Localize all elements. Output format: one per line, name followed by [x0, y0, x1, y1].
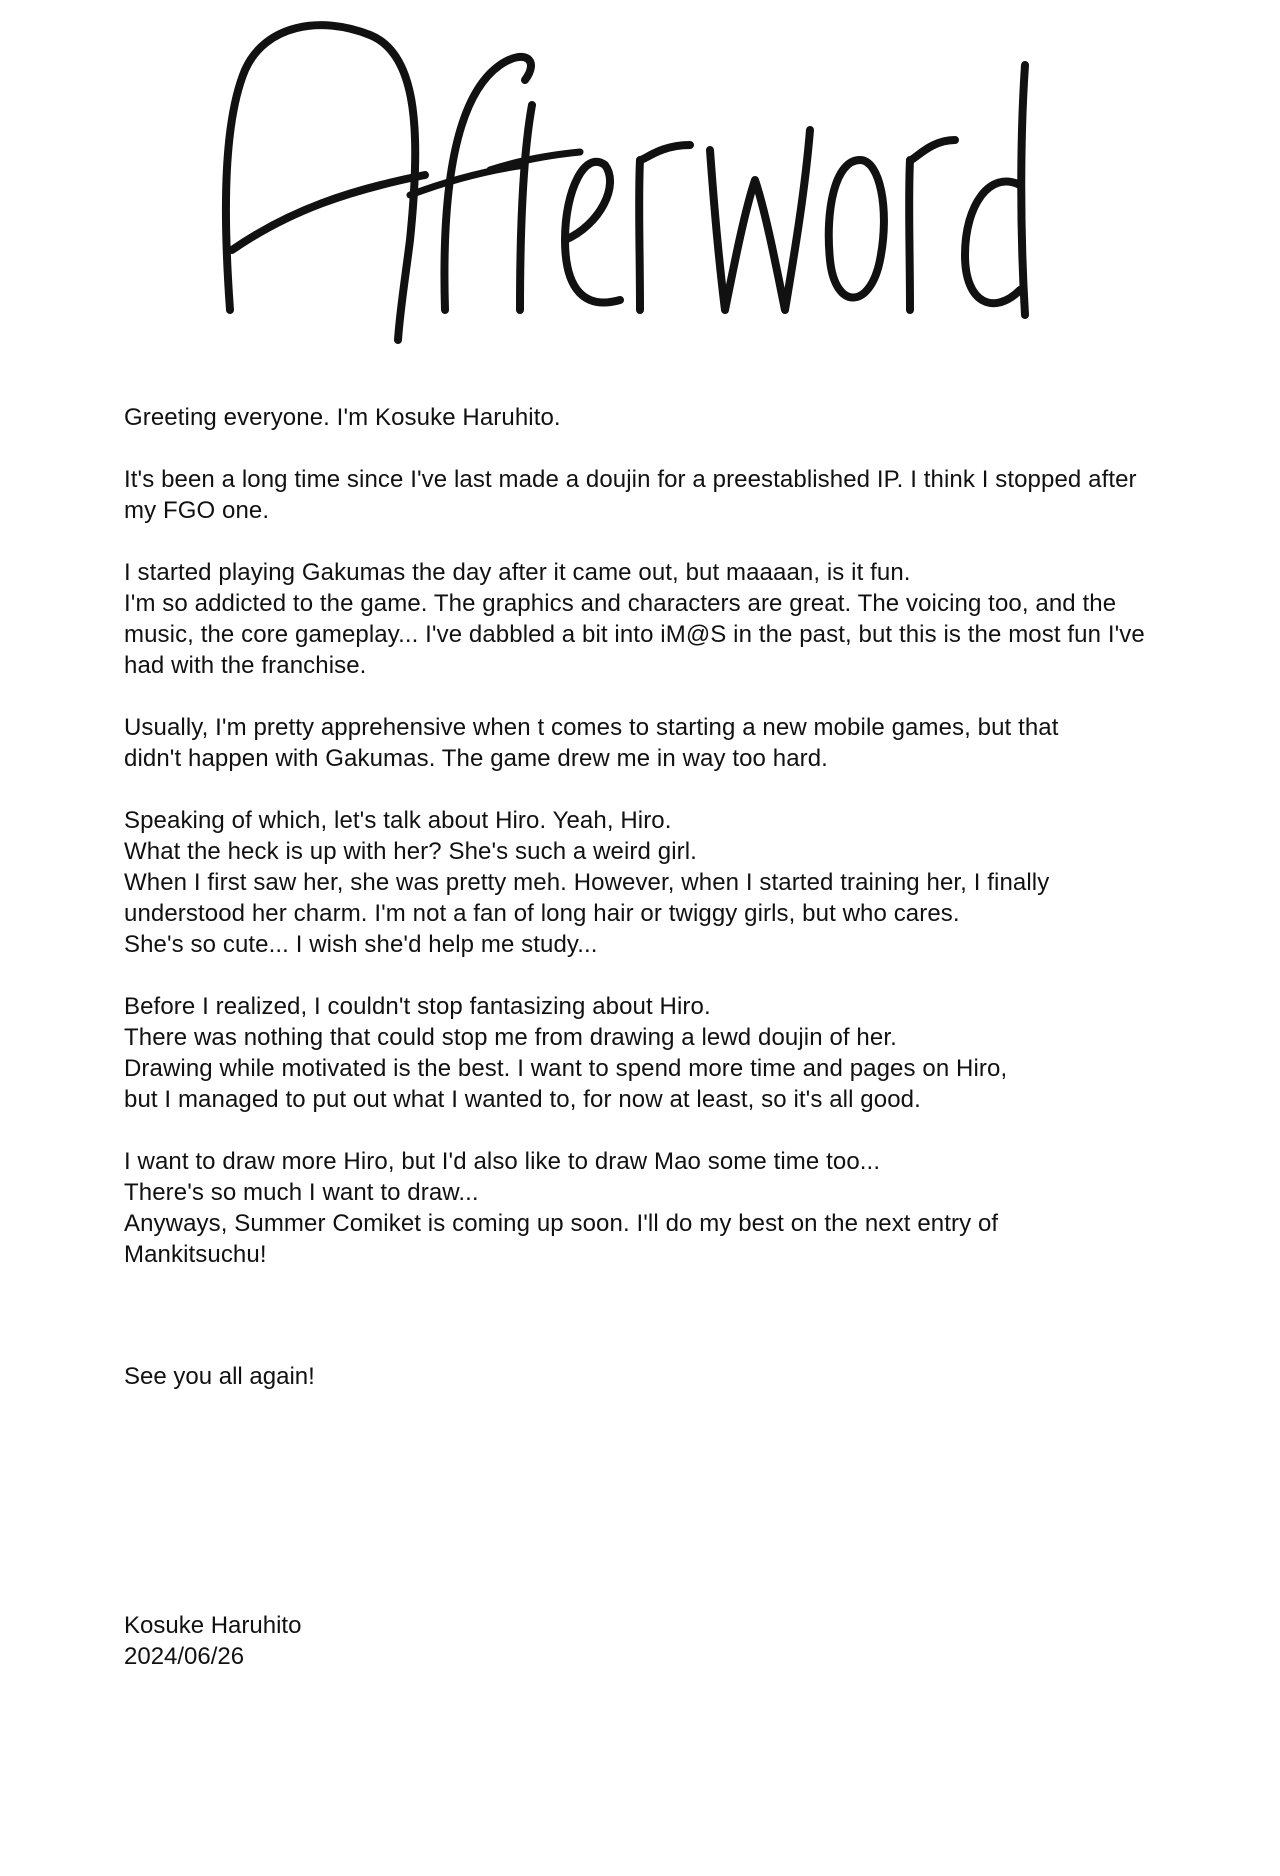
title-stroke-d-stem: [1021, 65, 1025, 315]
paragraph-line: understood her charm. I'm not a fan of long hair or twiggy girls, but who cares.: [124, 900, 960, 927]
paragraph-line: but I managed to put out what I wanted to, for now at least, so it's all good.: [124, 1086, 921, 1113]
paragraph-line: my FGO one.: [124, 497, 270, 524]
paragraph-line: I started playing Gakumas the day after it came out, but maaaan, is it fun.: [124, 559, 911, 586]
paragraph-line: Speaking of which, let's talk about Hiro. Yeah, Hiro.: [124, 807, 672, 834]
title-lettering: [220, 10, 1060, 360]
paragraph-doujin-history: [124, 464, 1254, 526]
paragraph-line: What the heck is up with her? She's such a weird girl.: [124, 838, 697, 865]
paragraph-line: I'm so addicted to the game. The graphics and characters are great. The voicing too, and the: [124, 590, 1117, 617]
afterword-body: [124, 402, 1254, 1301]
title-stroke-a-bar: [232, 175, 425, 250]
closing-line: See you all again!: [124, 1363, 315, 1390]
paragraph-line: There's so much I want to draw...: [124, 1179, 479, 1206]
signature-name: Kosuke Haruhito: [124, 1612, 302, 1639]
signature-date: 2024/06/26: [124, 1643, 245, 1670]
title-stroke-r2: [909, 140, 955, 310]
paragraph-line: Anyways, Summer Comiket is coming up soon. I'll do my best on the next entry of: [124, 1210, 999, 1237]
paragraph-gakumas: [124, 557, 1254, 681]
paragraph-line: music, the core gameplay... I've dabbled a bit into iM@S in the past, but this is the most fun I've: [124, 621, 1145, 648]
paragraph-line: It's been a long time since I've last made a doujin for a preestablished IP. I think I stopped after: [124, 466, 1137, 493]
title-stroke-t: [520, 105, 532, 310]
paragraph-line: She's so cute... I wish she'd help me study...: [124, 931, 598, 958]
paragraph-line: Before I realized, I couldn't stop fantasizing about Hiro.: [124, 993, 711, 1020]
paragraph-greeting: [124, 402, 1254, 433]
signature-block: [124, 1610, 301, 1672]
paragraph-motivation: [124, 991, 1254, 1115]
title-stroke-r: [639, 145, 690, 310]
paragraph-mobile-games: [124, 712, 1254, 774]
title-stroke-o: [829, 160, 884, 298]
paragraph-line: Usually, I'm pretty apprehensive when t comes to starting a new mobile games, but that: [124, 714, 1059, 741]
paragraph-line: When I first saw her, she was pretty meh. However, when I started training her, I finally: [124, 869, 1050, 896]
title-stroke-d-bowl: [965, 181, 1020, 303]
paragraph-line: Greeting everyone. I'm Kosuke Haruhito.: [124, 404, 561, 431]
handwritten-title: [220, 10, 1060, 360]
paragraph-line: had with the franchise.: [124, 652, 367, 679]
title-stroke-w: [710, 130, 810, 310]
paragraph-line: Drawing while motivated is the best. I want to spend more time and pages on Hiro,: [124, 1055, 1008, 1082]
paragraph-line: I want to draw more Hiro, but I'd also like to draw Mao some time too...: [124, 1148, 881, 1175]
paragraph-line: Mankitsuchu!: [124, 1241, 267, 1268]
paragraph-line: There was nothing that could stop me from drawing a lewd doujin of her.: [124, 1024, 897, 1051]
title-stroke-e: [565, 162, 620, 303]
paragraph-future-plans: [124, 1146, 1254, 1270]
paragraph-hiro: [124, 805, 1254, 960]
paragraph-line: didn't happen with Gakumas. The game drew me in way too hard.: [124, 745, 828, 772]
title-stroke-f1-bar: [410, 165, 525, 195]
title-stroke-t-bar: [490, 152, 580, 170]
